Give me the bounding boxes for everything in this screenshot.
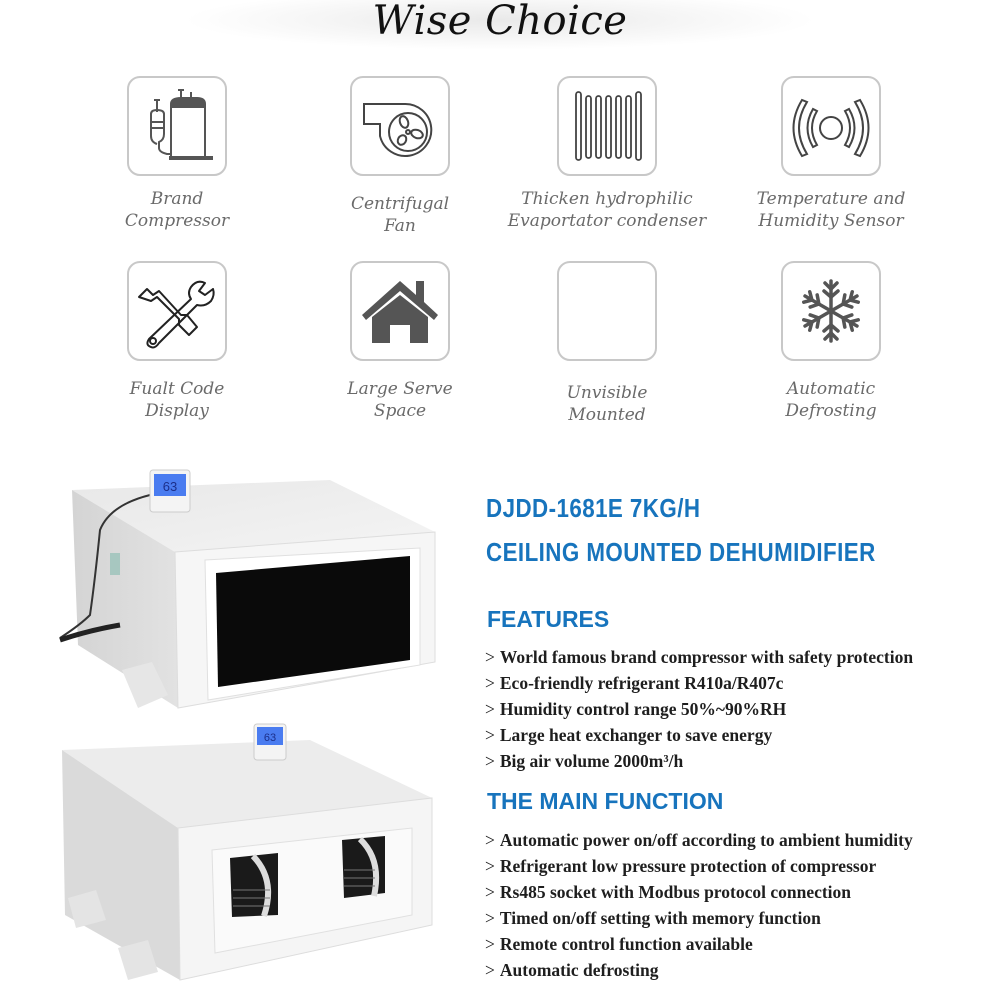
feature-tile-serve-space <box>350 261 450 361</box>
product-type-heading: CEILING MOUNTED DEHUMIDIFIER <box>486 537 876 567</box>
item-text: Humidity control range 50%~90%RH <box>499 699 787 719</box>
controller-display: 63 <box>263 732 277 744</box>
title-banner <box>0 0 1000 58</box>
list-item <box>485 931 913 957</box>
bullet-mark: > <box>485 882 495 902</box>
feature-tile-defrost <box>781 261 881 361</box>
main-function-heading: THE MAIN FUNCTION <box>487 788 724 814</box>
list-item <box>485 722 913 748</box>
bullet-mark: > <box>485 856 495 876</box>
bullet-mark: > <box>485 934 495 954</box>
label-line: Automatic <box>786 379 876 399</box>
list-item <box>485 905 913 931</box>
list-item <box>485 879 913 905</box>
label-line: Thicken hydrophilic <box>521 189 693 209</box>
feature-label-unvisible <box>497 382 717 426</box>
feature-label-serve-space <box>290 378 510 422</box>
item-text: Remote control function available <box>499 934 753 954</box>
label-line: Compressor <box>124 211 230 231</box>
label-line: Temperature and <box>756 189 906 209</box>
feature-tile-evaporator <box>557 76 657 176</box>
label-line: Mounted <box>568 405 646 425</box>
features-heading: FEATURES <box>487 606 610 632</box>
bullet-mark: > <box>485 647 495 667</box>
label-line: Fualt Code <box>129 379 225 399</box>
feature-tile-compressor <box>127 76 227 176</box>
label-line: Brand <box>150 189 204 209</box>
list-item <box>485 696 913 722</box>
features-list <box>485 644 913 774</box>
label-line: Display <box>145 401 209 421</box>
label-line: Fan <box>384 216 416 236</box>
item-text: Automatic power on/off according to ambient humidity <box>499 830 913 850</box>
snowflake-icon <box>783 263 879 359</box>
feature-tile-sensor <box>781 76 881 176</box>
list-item <box>485 853 913 879</box>
feature-label-evaporator <box>497 188 717 232</box>
feature-tile-fan <box>350 76 450 176</box>
feature-label-compressor <box>67 188 287 232</box>
feature-tile-fault-code <box>127 261 227 361</box>
bullet-mark: > <box>485 725 495 745</box>
list-item <box>485 827 913 853</box>
item-text: Timed on/off setting with memory function <box>499 908 821 928</box>
feature-label-fan <box>290 193 510 237</box>
feature-label-sensor <box>721 188 941 232</box>
main-function-list <box>485 827 913 983</box>
label-line: Humidity Sensor <box>758 211 904 231</box>
feature-label-fault-code <box>67 378 287 422</box>
list-item <box>485 748 913 774</box>
evaporator-coil-icon <box>559 78 655 174</box>
item-text: Rs485 socket with Modbus protocol connection <box>499 882 852 902</box>
item-text: Large heat exchanger to save energy <box>499 725 773 745</box>
centrifugal-fan-icon <box>352 78 448 174</box>
bullet-mark: > <box>485 673 495 693</box>
bullet-mark: > <box>485 960 495 980</box>
list-item <box>485 957 913 983</box>
label-line: Large Serve <box>347 379 453 399</box>
controller-display: 63 <box>162 479 178 494</box>
label-line: Space <box>373 401 427 421</box>
label-line: Defrosting <box>785 401 877 421</box>
feature-label-defrost <box>721 378 941 422</box>
label-line: Unvisible <box>566 383 648 403</box>
list-item <box>485 644 913 670</box>
item-text: Automatic defrosting <box>499 960 659 980</box>
house-icon <box>352 263 448 359</box>
item-text: Eco-friendly refrigerant R410a/R407c <box>499 673 784 693</box>
bullet-mark: > <box>485 751 495 771</box>
wrench-screwdriver-icon <box>129 263 225 359</box>
item-text: World famous brand compressor with safety protection <box>499 647 914 667</box>
label-line: Evaportator condenser <box>507 211 707 231</box>
item-text: Refrigerant low pressure protection of compressor <box>499 856 877 876</box>
product-model-heading: DJDD-1681E 7KG/H <box>486 493 701 523</box>
label-line: Centrifugal <box>350 194 450 214</box>
bullet-mark: > <box>485 908 495 928</box>
product-image-coil-side <box>50 440 460 720</box>
page-title: Wise Choice <box>372 0 628 44</box>
bullet-mark: > <box>485 699 495 719</box>
bullet-mark: > <box>485 830 495 850</box>
sensor-waves-icon <box>783 78 879 174</box>
product-image-fan-side <box>40 710 460 995</box>
item-text: Big air volume 2000m³/h <box>499 751 684 771</box>
list-item <box>485 670 913 696</box>
compressor-icon <box>129 78 225 174</box>
feature-tile-unvisible <box>557 261 657 361</box>
blank-icon <box>559 263 655 359</box>
